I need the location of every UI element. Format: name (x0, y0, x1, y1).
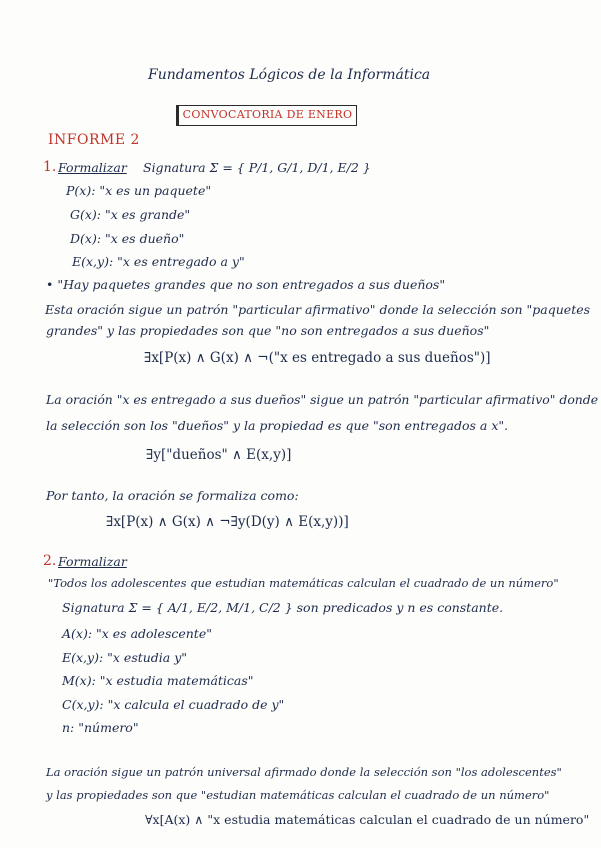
ex1-formula2: ∃y["dueños" ∧ E(x,y)] (146, 447, 292, 463)
ex1-pred-g: G(x): "x es grande" (70, 207, 191, 222)
ex1-para1-line1: Esta oración sigue un patrón "particular afirmativo" donde la selección son "paquetes (45, 302, 591, 317)
ex1-number: 1. (43, 159, 57, 175)
ex1-para2-line1: La oración "x es entregado a sus dueños" sigue un patrón "particular afirmativo" donde (46, 392, 599, 407)
ex2-para1-line2: y las propiedades son que "estudian matemáticas calculan el cuadrado de un número" (46, 788, 550, 802)
session-box (176, 105, 357, 126)
page-title: Fundamentos Lógicos de la Informática (148, 67, 431, 83)
ex1-pred-e: E(x,y): "x es entregado a y" (72, 254, 245, 269)
ex2-formula1: ∀x[A(x) ∧ "x estudia matemáticas calculan el cuadrado de un número" (145, 812, 590, 827)
ex1-conclusion: Por tanto, la oración se formaliza como: (46, 488, 299, 503)
ex1-heading: Formalizar (58, 160, 127, 175)
ex2-number: 2. (43, 553, 57, 569)
ex2-pred-c: C(x,y): "x calcula el cuadrado de y" (62, 697, 285, 712)
ex2-heading: Formalizar (58, 554, 127, 569)
ex2-para1-line1: La oración sigue un patrón universal afirmado donde la selección son "los adolescentes" (46, 765, 562, 779)
ex2-pred-a: A(x): "x es adolescente" (62, 626, 212, 641)
ex2-pred-e: E(x,y): "x estudia y" (62, 650, 188, 665)
ex2-quote: "Todos los adolescentes que estudian matemáticas calculan el cuadrado de un número" (48, 576, 559, 590)
ex1-quote: • "Hay paquetes grandes que no son entregados a sus dueños" (46, 277, 446, 292)
ex1-formula3: ∃x[P(x) ∧ G(x) ∧ ¬∃y(D(y) ∧ E(x,y))] (106, 514, 349, 530)
ex1-pred-d: D(x): "x es dueño" (70, 231, 185, 246)
ex1-signature: Signatura Σ = { P/1, G/1, D/1, E/2 } (143, 160, 371, 175)
ex1-pred-p: P(x): "x es un paquete" (66, 183, 212, 198)
ex1-para2-line2: la selección son los "dueños" y la propiedad es que "son entregados a x". (46, 418, 509, 433)
ex1-para1-line2: grandes" y las propiedades son que "no son entregados a sus dueños" (46, 323, 490, 338)
session-label: CONVOCATORIA DE ENERO (182, 108, 353, 121)
report-label: INFORME 2 (48, 132, 140, 148)
ex2-signature: Signatura Σ = { A/1, E/2, M/1, C/2 } son predicados y n es constante. (62, 600, 504, 615)
ex2-pred-m: M(x): "x estudia matemáticas" (62, 673, 254, 688)
ex2-const-n: n: "número" (62, 720, 139, 735)
ex1-formula1: ∃x[P(x) ∧ G(x) ∧ ¬("x es entregado a sus dueños")] (144, 350, 491, 366)
